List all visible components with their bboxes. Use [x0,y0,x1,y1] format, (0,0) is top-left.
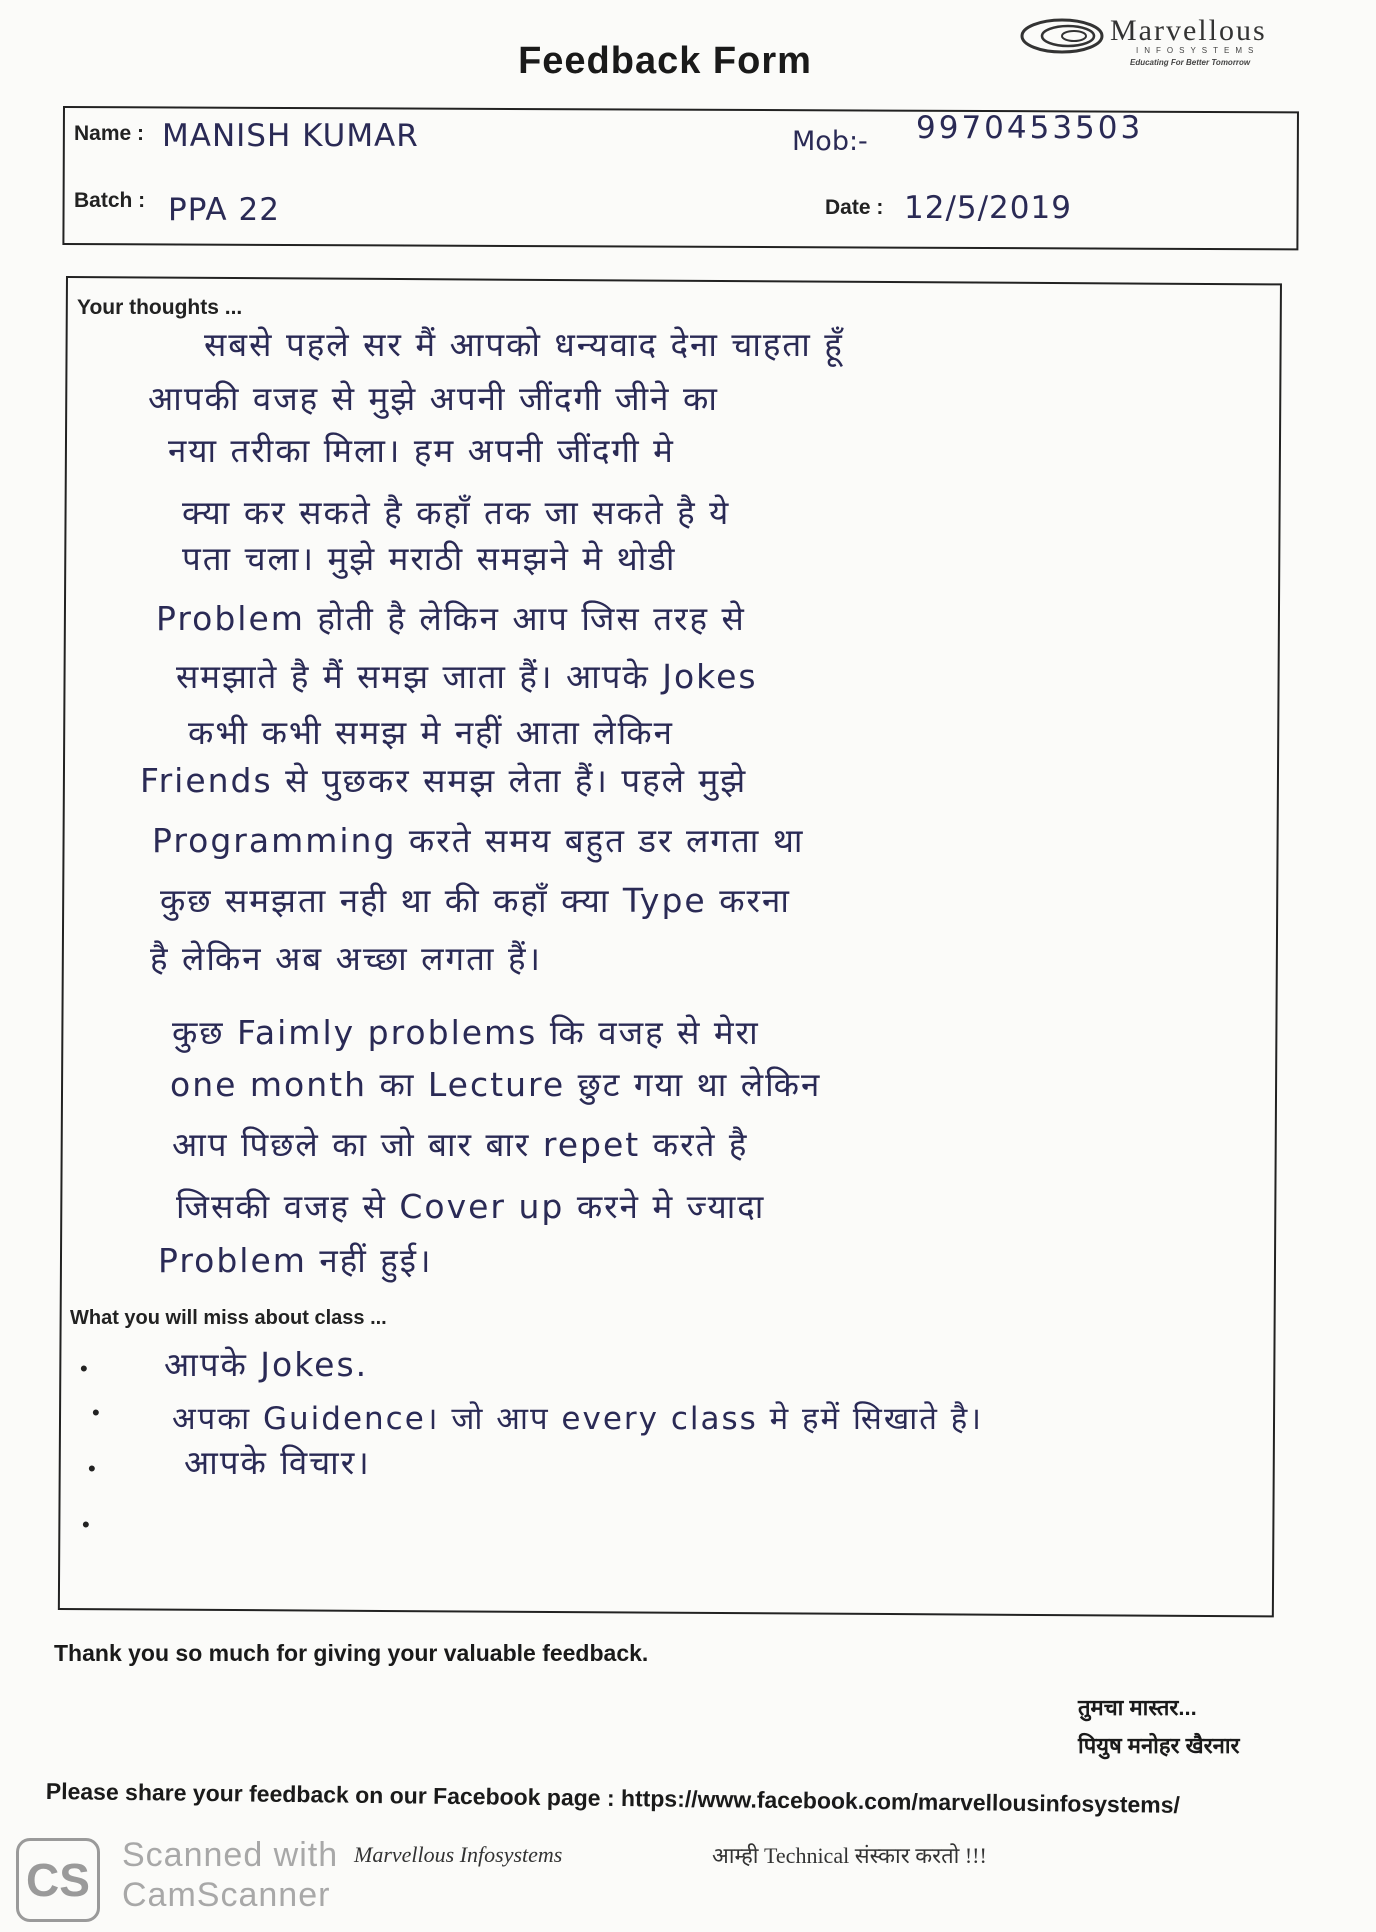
logo-subtitle: INFOSYSTEMS [1136,46,1260,55]
thoughts-line: नया तरीका मिला। हम अपनी जींदगी मे [168,431,675,470]
name-value: MANISH KUMAR [162,118,419,154]
mobile-label: Mob:- [792,126,868,157]
batch-value: PPA 22 [168,192,280,228]
thoughts-line: Programming करते समय बहुत डर लगता था [152,821,805,860]
name-label: Name : [74,122,145,145]
camscanner-icon: CS [16,1838,100,1922]
logo-brand: Marvellous [1110,14,1267,47]
footer-brand: Marvellous Infosystems [354,1842,563,1867]
list-bullet: • [82,1512,90,1537]
camscanner-text: CamScanner [122,1876,331,1914]
miss-item: आपके विचार। [184,1443,371,1482]
form-title: Feedback Form [518,40,812,82]
thoughts-line: सबसे पहले सर मैं आपको धन्यवाद देना चाहता हूँ [204,325,844,364]
date-label: Date : [825,196,884,219]
mobile-value: 9970453503 [916,110,1144,146]
scanned-with-text: Scanned with [122,1836,339,1874]
thoughts-line: Problem नहीं हुई। [158,1241,433,1280]
thoughts-line: कभी कभी समझ मे नहीं आता लेकिन [188,713,674,752]
miss-item: अपका Guidence। जो आप every class मे हमें सिखाते है। [172,1401,984,1437]
list-bullet: • [88,1456,96,1481]
miss-item: आपके Jokes. [164,1345,369,1384]
list-bullet: • [80,1356,88,1381]
thoughts-line: समझाते है मैं समझ जाता हैं। आपके Jokes [176,657,758,696]
batch-label: Batch : [74,189,146,212]
thoughts-line: क्या कर सकते है कहाँ तक जा सकते है ये [182,493,731,532]
thoughts-line: कुछ Faimly problems कि वजह से मेरा [172,1013,760,1052]
thoughts-line: है लेकिन अब अच्छा लगता हैं। [150,939,542,978]
thoughts-line: आप पिछले का जो बार बार repet करते है [172,1125,749,1164]
list-bullet: • [92,1400,100,1425]
signature-line-2: पियुष मनोहर खैरनार [1078,1733,1240,1758]
thanks-text: Thank you so much for giving your valuable feedback. [54,1640,649,1666]
signature-line-1: तुमचा मास्तर... [1078,1695,1197,1720]
thoughts-line: जिसकी वजह से Cover up करने मे ज्यादा [176,1187,766,1226]
facebook-share-text: Please share your feedback on our Facebook page : https://www.facebook.com/marvellousinfosystems/ [45,1778,1181,1818]
thoughts-line: आपकी वजह से मुझे अपनी जींदगी जीने का [148,379,719,418]
thoughts-line: Problem होती है लेकिन आप जिस तरह से [156,599,746,638]
thoughts-line: पता चला। मुझे मराठी समझने मे थोडी [182,539,677,578]
logo-tagline: Educating For Better Tomorrow [1130,58,1251,67]
thoughts-line: कुछ समझता नही था की कहाँ क्या Type करना [160,881,791,920]
footer-tagline: आम्ही Technical संस्कार करतो !!! [712,1843,987,1868]
thoughts-label: Your thoughts ... [77,296,243,319]
date-value: 12/5/2019 [904,190,1072,226]
thoughts-line: Friends से पुछकर समझ लेता हैं। पहले मुझे [140,761,748,800]
thoughts-line: one month का Lecture छुट गया था लेकिन [170,1065,822,1104]
miss-label: What you will miss about class ... [70,1307,387,1329]
